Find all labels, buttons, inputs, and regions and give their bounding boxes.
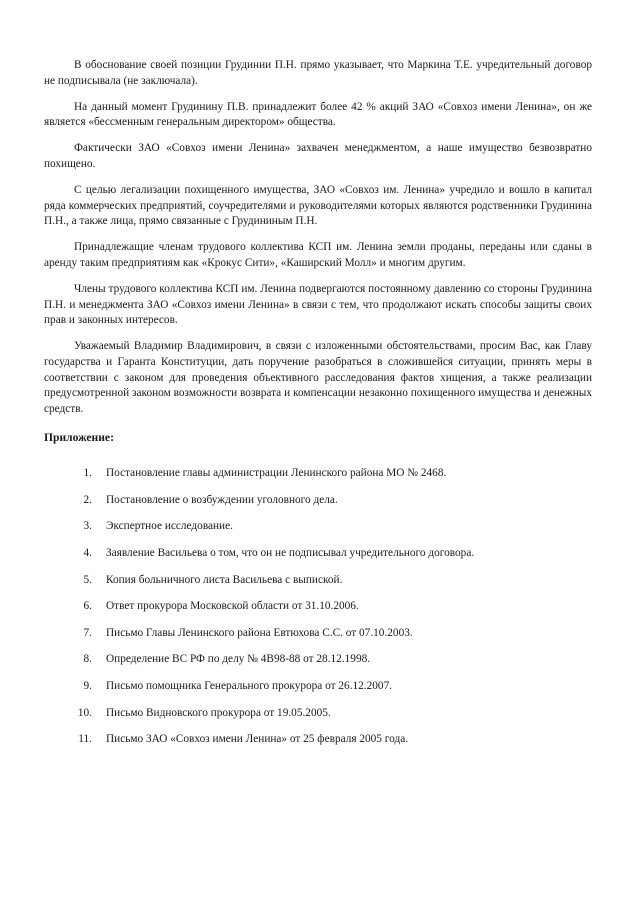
list-item: Письмо Видновского прокурора от 19.05.2005.	[106, 706, 331, 719]
paragraph: Уважаемый Владимир Владимирович, в связи с изложенными обстоятельствами, просим Вас, как Главу государства и Гаранта Конституции, дать поручение разобраться в сложившейся ситуации, принять меры в соответствии с законом для проведения объективного расследования фактов хищения, а также реализации предусмотренной законом возможности возврата и компенсации незаконно похищенного имущества и денежных средств.	[44, 340, 592, 415]
list-item: Постановление главы администрации Ленинского района МО № 2468.	[106, 467, 447, 480]
list-item: Письмо ЗАО «Совхоз имени Ленина» от 25 февраля 2005 года.	[106, 733, 409, 746]
list-item: Экспертное исследование.	[106, 520, 233, 533]
attachments-heading: Приложение:	[44, 431, 114, 445]
document-body	[44, 58, 592, 417]
list-item: Письмо помощника Генерального прокурора от 26.12.2007.	[106, 680, 393, 693]
attachments-list	[44, 466, 592, 748]
list-item: Письмо Главы Ленинского района Евтюхова С.С. от 07.10.2003.	[106, 626, 413, 639]
list-item: Постановление о возбуждении уголовного дела.	[106, 493, 338, 506]
list-item: Копия больничного листа Васильева с выпиской.	[106, 573, 343, 586]
paragraph: В обоснование своей позиции Грудинии П.Н. прямо указывает, что Маркина Т.Е. учредительный договор не подписывала (не заключала).	[44, 59, 592, 87]
paragraph: С целью легализации похищенного имущества, ЗАО «Совхоз им. Ленина» учредило и вошло в капитал ряда коммерческих предприятий, соучредителями и руководителями которых являются родственники Грудинина П.Н., а также лица, прямо связанные с Грудининым П.Н.	[44, 184, 592, 228]
paragraph: На данный момент Грудинину П.В. принадлежит более 42 % акций ЗАО «Совхоз имени Ленина», он же является «бессменным генеральным директором» общества.	[44, 100, 592, 129]
list-item: Определение ВС РФ по делу № 4В98-88 от 28.12.1998.	[106, 653, 371, 666]
paragraph: Члены трудового коллектива КСП им. Ленина подвергаются постоянному давлению со стороны Грудинина П.Н. и менеджмента ЗАО «Совхоз имени Ленина» в связи с тем, что продолжают искать способы защиты своих прав и законных интересов.	[44, 283, 592, 327]
list-item: Ответ прокурора Московской области от 31.10.2006.	[106, 600, 359, 613]
list-item: Заявление Васильева о том, что он не подписывал учредительного договора.	[106, 547, 475, 560]
paragraph: Принадлежащие членам трудового коллектива КСП им. Ленина земли проданы, переданы или сданы в аренду таким предприятиям как «Крокус Сити», «Каширский Молл» и многим другим.	[44, 241, 592, 269]
paragraph: Фактически ЗАО «Совхоз имени Ленина» захвачен менеджментом, а наше имущество безвозвратно похищено.	[44, 142, 592, 170]
